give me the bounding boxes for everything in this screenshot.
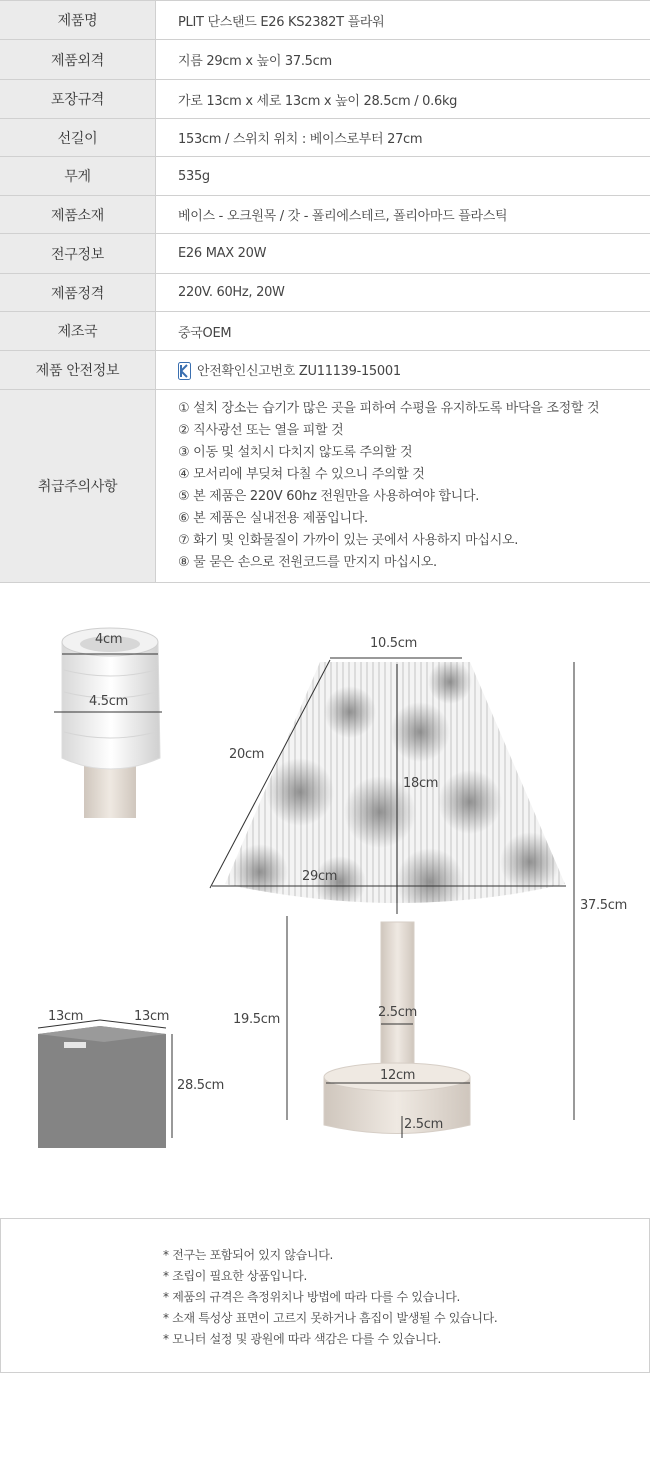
total-height-dimension: 37.5cm — [580, 898, 627, 913]
caution-cell — [156, 390, 650, 583]
spec-label: 제품외격 — [0, 40, 156, 80]
spec-row — [0, 196, 650, 234]
spec-value: E26 MAX 20W — [156, 234, 650, 274]
spec-table — [0, 0, 650, 583]
safety-label: 제품 안전정보 — [0, 351, 156, 390]
spec-row — [0, 119, 650, 157]
box-height-dimension: 28.5cm — [177, 1078, 224, 1093]
base-width-dimension: 12cm — [380, 1068, 416, 1083]
notice-item: * 모니터 설정 및 광원에 따라 색감은 다를 수 있습니다. — [163, 1332, 441, 1346]
caution-row — [0, 390, 650, 583]
caution-item: ⑧ 물 묻은 손으로 전원코드를 만지지 마십시오. — [178, 555, 437, 570]
spec-row — [0, 157, 650, 196]
caution-item: ⑦ 화기 및 인화물질이 가까이 있는 곳에서 사용하지 마십시오. — [178, 533, 519, 548]
spec-label: 포장규격 — [0, 80, 156, 119]
spec-label: 제조국 — [0, 312, 156, 351]
notice-item: * 제품의 규격은 측정위치나 방법에 따라 다를 수 있습니다. — [163, 1290, 461, 1304]
stem-height-dimension: 19.5cm — [233, 1012, 280, 1027]
caution-item: ④ 모서리에 부딪쳐 다칠 수 있으니 주의할 것 — [178, 467, 425, 482]
caution-label: 취급주의사항 — [0, 390, 156, 583]
spec-value: PLIT 단스탠드 E26 KS2382T 플라워 — [156, 1, 650, 40]
notice-item: * 소재 특성상 표면이 고르지 못하거나 흠집이 발생될 수 있습니다. — [163, 1311, 498, 1325]
caution-item: ① 설치 장소는 습기가 많은 곳을 피하여 수평을 유지하도록 바닥을 조정할 것 — [178, 401, 600, 416]
base-height-dimension: 2.5cm — [404, 1117, 443, 1132]
notice-list — [163, 1245, 497, 1350]
stem-width-dimension: 2.5cm — [378, 1005, 417, 1020]
safety-number: 안전확인신고번호 ZU11139-15001 — [197, 363, 401, 379]
spec-row — [0, 274, 650, 312]
spec-row — [0, 312, 650, 351]
lampshade-image — [225, 660, 565, 916]
spec-label: 제품소재 — [0, 196, 156, 234]
box-width-dimension: 13cm — [48, 1009, 84, 1024]
shade-slant-dimension: 20cm — [229, 747, 265, 762]
package-box-image — [38, 1026, 166, 1148]
caution-item: ⑥ 본 제품은 실내전용 제품입니다. — [178, 511, 368, 526]
spec-label: 무게 — [0, 157, 156, 196]
lamp-stand-image — [324, 922, 470, 1134]
notice-box — [0, 1218, 650, 1373]
kc-mark-icon — [178, 362, 191, 380]
spec-row — [0, 1, 650, 40]
safety-row — [0, 351, 650, 390]
socket-image — [54, 628, 162, 818]
spec-label: 제품정격 — [0, 274, 156, 312]
spec-label: 전구정보 — [0, 234, 156, 274]
caution-list — [178, 398, 649, 574]
shade-bottom-dimension: 29cm — [302, 869, 338, 884]
spec-value: 153cm / 스위치 위치 : 베이스로부터 27cm — [156, 119, 650, 157]
caution-item: ③ 이동 및 설치시 다치지 않도록 주의할 것 — [178, 445, 413, 460]
spec-row — [0, 234, 650, 274]
spec-value: 535g — [156, 157, 650, 196]
spec-value: 가로 13cm x 세로 13cm x 높이 28.5cm / 0.6kg — [156, 80, 650, 119]
caution-item: ⑤ 본 제품은 220V 60hz 전원만을 사용하여야 합니다. — [178, 489, 480, 504]
shade-top-dimension: 10.5cm — [370, 636, 417, 651]
spec-value: 지름 29cm x 높이 37.5cm — [156, 40, 650, 80]
shade-height-dimension: 18cm — [403, 776, 439, 791]
spec-label: 선길이 — [0, 119, 156, 157]
spec-value: 베이스 - 오크원목 / 갓 - 폴리에스테르, 폴리아마드 플라스틱 — [156, 196, 650, 234]
notice-item: * 전구는 포함되어 있지 않습니다. — [163, 1248, 334, 1262]
notice-item: * 조립이 필요한 상품입니다. — [163, 1269, 307, 1283]
caution-item: ② 직사광선 또는 열을 피할 것 — [178, 423, 344, 438]
safety-value-cell — [156, 351, 650, 390]
box-depth-dimension: 13cm — [134, 1009, 170, 1024]
dimension-diagram — [0, 582, 650, 1218]
spec-label: 제품명 — [0, 1, 156, 40]
socket-top-dimension: 4cm — [95, 632, 123, 647]
diagram-artwork — [0, 582, 650, 1218]
spec-value: 중국OEM — [156, 312, 650, 351]
spec-row — [0, 40, 650, 80]
socket-width-dimension: 4.5cm — [89, 694, 128, 709]
spec-row — [0, 80, 650, 119]
spec-value: 220V. 60Hz, 20W — [156, 274, 650, 312]
